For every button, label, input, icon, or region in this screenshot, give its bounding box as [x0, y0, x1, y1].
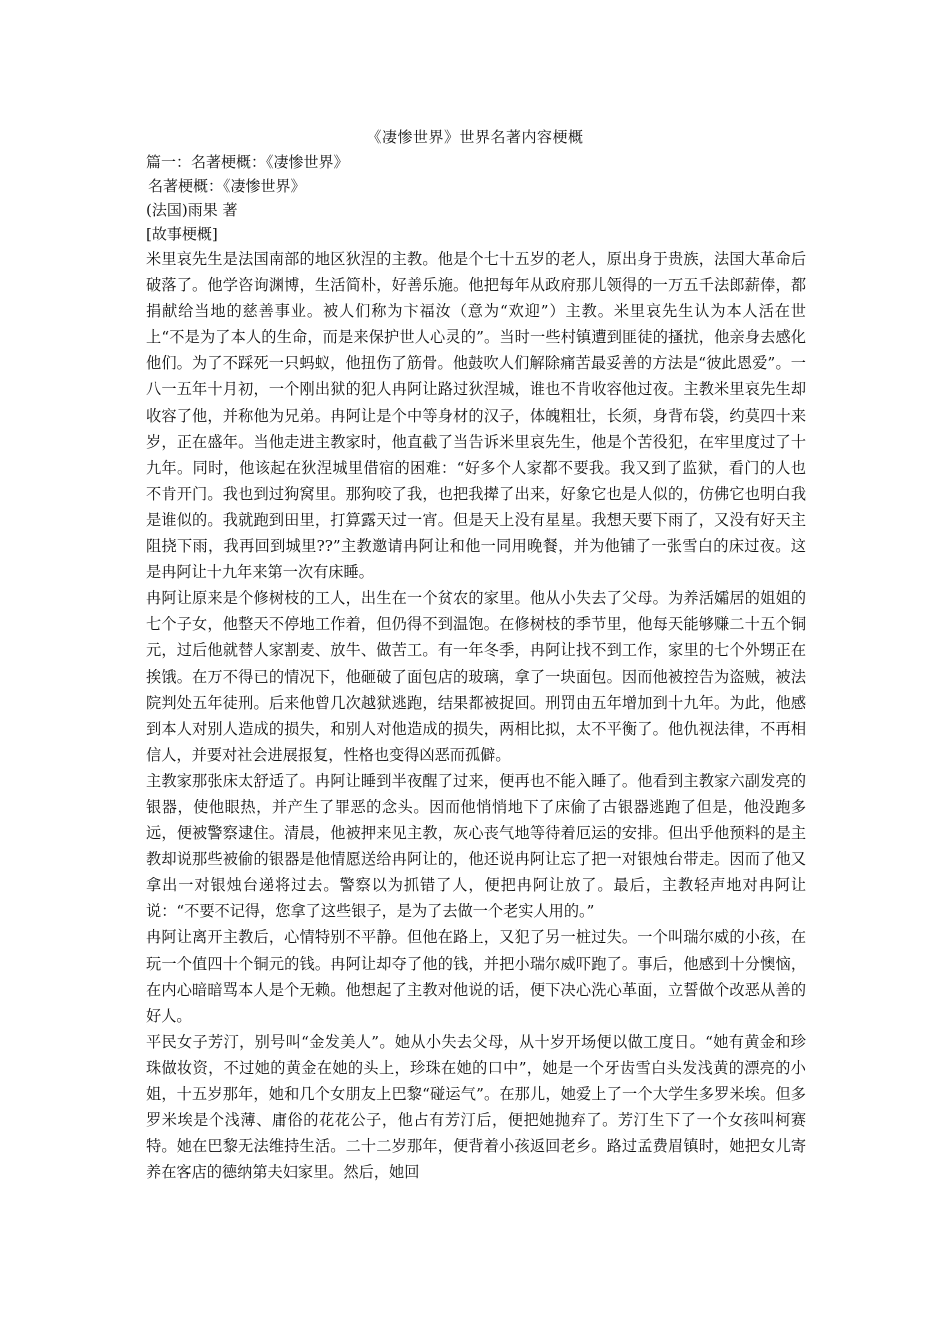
- paragraph: 平民女子芳汀，别号叫“金发美人”。她从小失去父母，从十岁开场便以做工度日。“她有黄金和珍珠做妆资，不过她的黄金在她的头上，珍珠在她的口中”，她是一个牙齿雪白头发浅黄的漂亮的小姐，十五岁那年，她和几个女朋友上巴黎“碰运气”。在那儿，她爱上了一个大学生多罗米埃。但多罗米埃是个浅薄、庸俗的花花公子，他占有芳汀后，便把她抛弃了。芳汀生下了一个女孩叫柯赛特。她在巴黎无法维持生活。二十二岁那年，便背着小孩返回老乡。路过孟费眉镇时，她把女儿寄养在客店的德纳第夫妇家里。然后，她回: [146, 1032, 806, 1182]
- section-label: [故事梗概]: [146, 225, 218, 243]
- chapter-heading: 篇一：名著梗概：《凄惨世界》: [146, 153, 349, 171]
- paragraph: 主教家那张床太舒适了。冉阿让睡到半夜醒了过来，便再也不能入睡了。他看到主教家六副发亮的银器，使他眼热，并产生了罪恶的念头。因而他悄悄地下了床偷了古银器逃跑了但是，他没跑多远，便被警察逮住。清晨，他被押来见主教，灰心丧气地等待着厄运的安排。但出乎他预料的是主教却说那些被偷的银器是他情愿送给冉阿让的，他还说冉阿让忘了把一对银烛台带走。因而了他又拿出一对银烛台递将过去。警察以为抓错了人，便把冉阿让放了。最后，主教轻声地对冉阿让说：“不要不记得，您拿了这些银子，是为了去做一个老实人用的。”: [146, 771, 806, 921]
- paragraph: 冉阿让原来是个修树枝的工人，出生在一个贫农的家里。他从小失去了父母。为养活孀居的姐姐的七个子女，他整天不停地工作着，但仍得不到温饱。在修树枝的季节里，他每天能够赚二十五个铜元，过后他就替人家割麦、放牛、做苦工。有一年冬季，冉阿让找不到工作，家里的七个外甥正在挨饿。在万不得已的情况下，他砸破了面包店的玻璃，拿了一块面包。因而他被控告为盗贼，被法院判处五年徒刑。后来他曾几次越狱逃跑，结果都被捉回。刑罚由五年增加到十九年。为此，他感到本人对别人造成的损失，和别人对他造成的损失，两相比拟，太不平衡了。他仇视法律，不再相信人，并要对社会进展报复，性格也变得凶恶而孤僻。: [146, 589, 806, 764]
- paragraph: 冉阿让离开主教后，心情特别不平静。但他在路上，又犯了另一桩过失。一个叫瑞尔威的小孩，在玩一个值四十个铜元的钱。冉阿让却夺了他的钱，并把小瑞尔威吓跑了。事后，他感到十分懊恼，在内心暗暗骂本人是个无赖。他想起了主教对他说的话，便下决心洗心革面，立誓做个改恶从善的好人。: [146, 928, 806, 1025]
- document-title: 《凄惨世界》世界名著内容梗概: [366, 128, 584, 146]
- paragraph: 米里哀先生是法国南部的地区狄涅的主教。他是个七十五岁的老人，原出身于贵族，法国大革命后破落了。他学咨询渊博，生活简朴，好善乐施。他把每年从政府那儿领得的一万五千法郎薪俸，都捐献给当地的慈善事业。被人们称为卞福汝（意为“欢迎”）主教。米里哀先生认为本人活在世上“不是为了本人的生命，而是来保护世人心灵的”。当时一些村镇遭到匪徒的搔扰，他亲身去感化他们。为了不踩死一只蚂蚁，他扭伤了筋骨。他鼓吹人们解除痛苦最妥善的方法是“彼此恩爱”。一八一五年十月初，一个刚出狱的犯人冉阿让路过狄涅城，谁也不肯收容他过夜。主教米里哀先生却收容了他，并称他为兄弟。冉阿让是个中等身材的汉子，体魄粗壮，长须，身背布袋，约莫四十来岁，正在盛年。当他走进主教家时，他直截了当告诉米里哀先生，他是个苦役犯，在牢里度过了十九年。同时，他该起在狄涅城里借宿的困难：“好多个人家都不要我。我又到了监狱，看门的人也不肯开门。我也到过狗窝里。那狗咬了我，也把我撵了出来，好象它也是人似的，仿佛它也明白我是谁似的。我就跑到田里，打算露天过一宵。但是天上没有星星。我想天要下雨了，又没有好天主阻挠下雨，我再回到城里??”主教邀请冉阿让和他一同用晚餐，并为他铺了一张雪白的床过夜。这是冉阿让十九年来第一次有床睡。: [146, 250, 806, 582]
- author-line: (法国)雨果 著: [146, 201, 238, 219]
- story-summary: [146, 246, 806, 1185]
- book-title-line: 名著梗概：《凄惨世界》: [148, 177, 306, 195]
